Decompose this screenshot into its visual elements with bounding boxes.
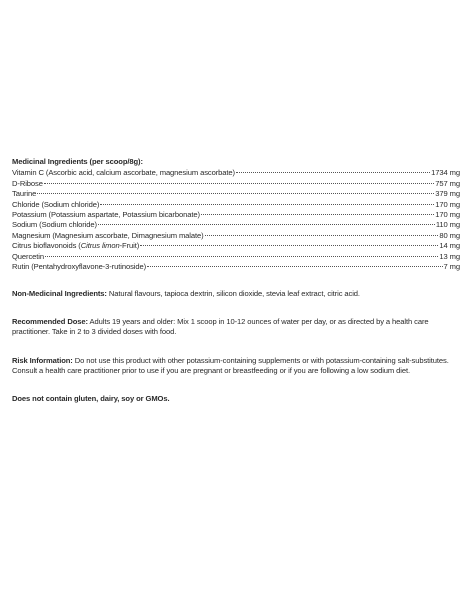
dot-leader — [236, 172, 430, 173]
dot-leader — [37, 193, 434, 194]
recommended-dose-label: Recommended Dose: — [12, 316, 88, 326]
risk-information — [12, 356, 462, 377]
ingredient-name-part: -Fruit) — [119, 241, 140, 251]
ingredient-amount: 170 mg — [435, 209, 460, 219]
dot-leader — [98, 224, 435, 225]
ingredient-row — [12, 262, 460, 272]
ingredient-name: Quercetin — [12, 251, 45, 261]
dot-leader — [45, 256, 438, 257]
ingredient-amount: 1734 mg — [431, 168, 460, 178]
ingredient-row — [12, 241, 460, 251]
ingredient-row — [12, 210, 460, 220]
medicinal-ingredients-table — [12, 168, 460, 272]
risk-information-label: Risk Information: — [12, 355, 73, 365]
ingredient-name: Vitamin C (Ascorbic acid, calcium ascorbate, magnesium ascorbate) — [12, 168, 235, 178]
ingredient-name: Rutin (Pentahydroxyflavone-3-rutinoside) — [12, 261, 147, 271]
dot-leader — [100, 204, 434, 205]
ingredient-amount: 170 mg — [435, 199, 460, 209]
ingredient-amount: 80 mg — [439, 230, 460, 240]
ingredient-name: Chloride (Sodium chloride) — [12, 199, 100, 209]
ingredient-name: Taurine — [12, 189, 37, 199]
supplement-label — [12, 157, 462, 405]
ingredient-name: Magnesium (Magnesium ascorbate, Dimagnesium malate) — [12, 230, 204, 240]
ingredient-amount: 757 mg — [435, 178, 460, 188]
dot-leader — [205, 235, 439, 236]
ingredient-amount: 14 mg — [439, 241, 460, 251]
recommended-dose — [12, 317, 462, 338]
ingredient-row — [12, 200, 460, 210]
ingredient-amount: 13 mg — [439, 251, 460, 261]
ingredient-row — [12, 252, 460, 262]
non-medicinal-ingredients — [12, 289, 462, 299]
ingredient-name — [12, 241, 139, 251]
ingredient-name: Sodium (Sodium chloride) — [12, 220, 97, 230]
allergen-statement: Does not contain gluten, dairy, soy or GMOs. — [12, 394, 170, 404]
recommended-dose-text: Adults 19 years and older: Mix 1 scoop in 10-12 ounces of water per day, or as directed by a health care practitioner. Take in 2 to 3 divided doses with food. — [12, 316, 429, 337]
ingredient-latin-name: Citrus limon — [80, 241, 120, 251]
ingredient-amount: 7 mg — [443, 261, 460, 271]
risk-information-text: Do not use this product with other potassium-containing supplements or with potassium-containing salt-substitutes. Consult a health care practitioner prior to use if you are pregnant or breastfeeding or if you are following a low sodium diet. — [12, 355, 449, 375]
ingredient-name-part: Citrus bioflavonoids ( — [12, 241, 81, 251]
ingredient-row — [12, 220, 460, 230]
dot-leader — [44, 183, 434, 184]
dot-leader — [201, 214, 434, 215]
medicinal-ingredients-title: Medicinal Ingredients (per scoop/8g): — [12, 157, 143, 166]
ingredient-row — [12, 189, 460, 199]
non-medicinal-text: Natural flavours, tapioca dextrin, silicon dioxide, stevia leaf extract, citric acid. — [106, 289, 360, 299]
dot-leader — [140, 245, 438, 246]
ingredient-row — [12, 231, 460, 241]
ingredient-amount: 110 mg — [435, 220, 460, 230]
ingredient-row — [12, 168, 460, 178]
ingredient-name: Potassium (Potassium aspartate, Potassium bicarbonate) — [12, 209, 200, 219]
dot-leader — [147, 266, 442, 267]
ingredient-amount: 379 mg — [435, 189, 460, 199]
non-medicinal-label: Non-Medicinal Ingredients: — [12, 289, 107, 299]
ingredient-row — [12, 179, 460, 189]
ingredient-name: D-Ribose — [12, 178, 43, 188]
